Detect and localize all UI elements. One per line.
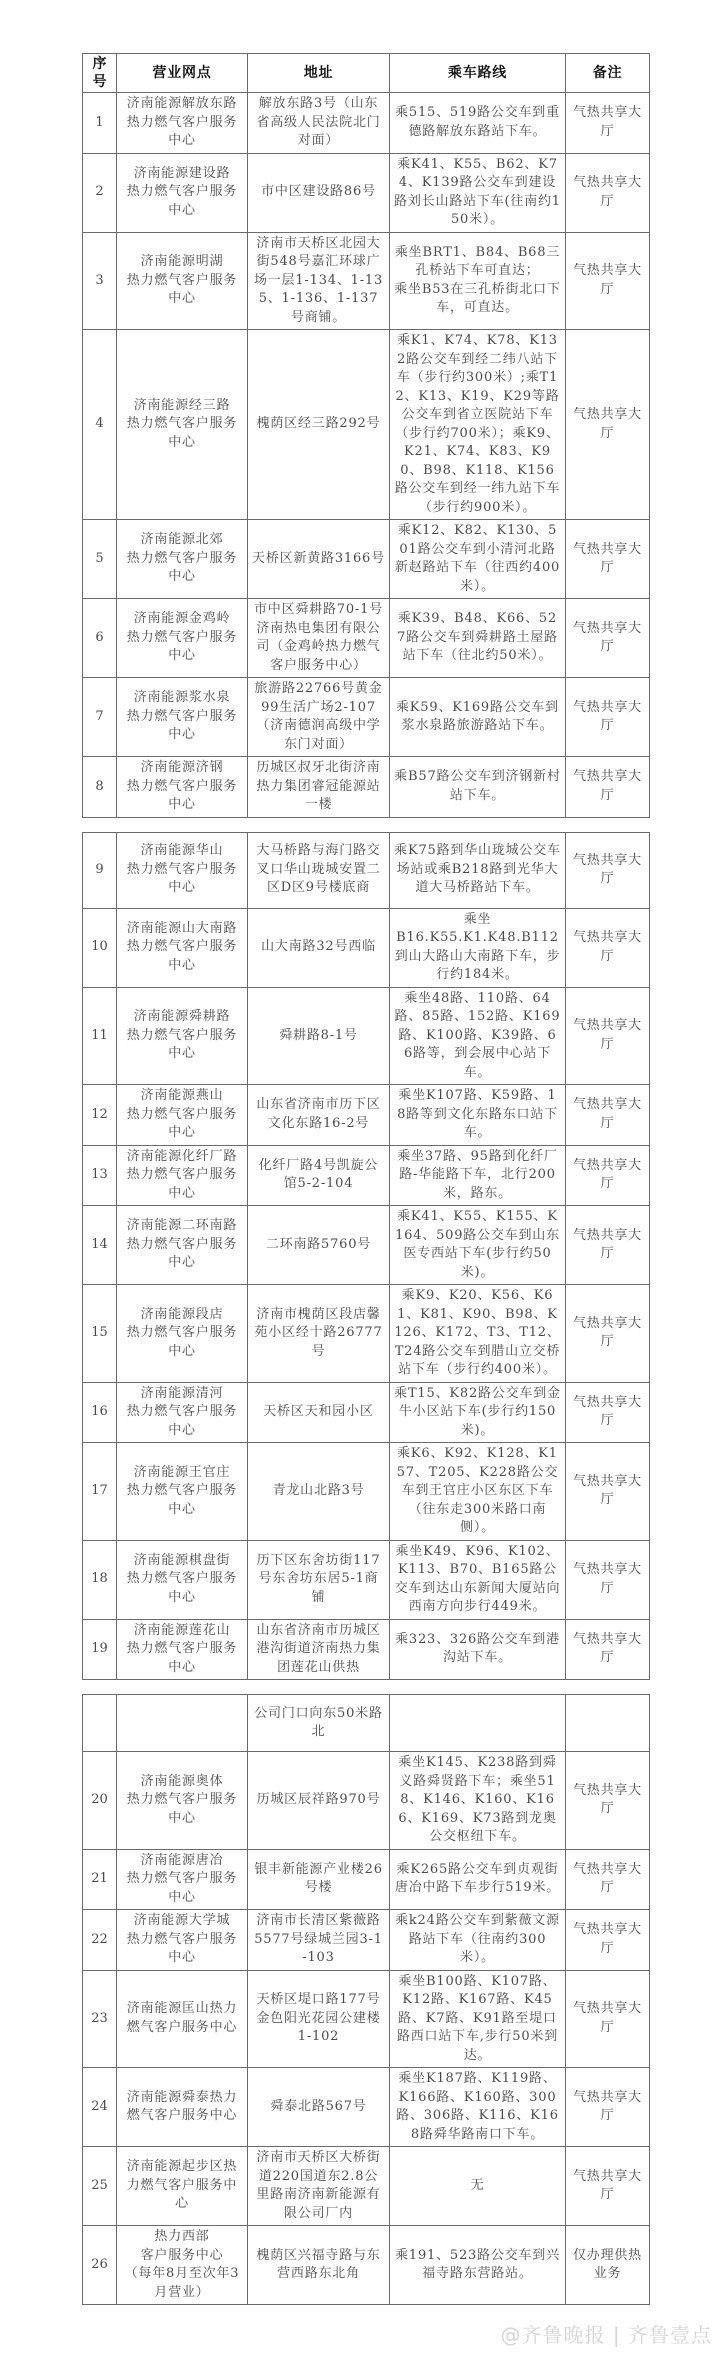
table-row bbox=[83, 520, 650, 599]
cell-service-point-name: 济南能源王官庄 热力燃气客户服务中心 bbox=[117, 1443, 248, 1541]
cell-bus-route: 乘K9、K20、K56、K61、K81、K90、B98、K126、K172、T3、T12、T24路公交车到腊山立交桥站下车（步行约400米）。 bbox=[390, 1285, 566, 1383]
cell-bus-route: 乘坐BRT1、B84、B68三孔桥站下车可直达； 乘坐B53在三孔桥街北口下车，可直达。 bbox=[390, 232, 566, 330]
cell-service-point-name bbox=[117, 1695, 248, 1752]
cell-address: 舜泰北路567号 bbox=[248, 2068, 390, 2147]
table-row bbox=[83, 1849, 650, 1910]
table-row bbox=[83, 1145, 650, 1206]
cell-service-point-name: 济南能源明湖 热力燃气客户服务中心 bbox=[117, 232, 248, 330]
table-row bbox=[83, 1970, 650, 2068]
table-row bbox=[83, 599, 650, 678]
cell-row-number: 9 bbox=[83, 832, 117, 908]
cell-bus-route: 乘坐B100路、K107路、K12路、K167路、K45路、K7路、K91路至堤口路西口站下车,步行50米到达。 bbox=[390, 1970, 566, 2068]
cell-remark: 气热共享大厅 bbox=[566, 520, 650, 599]
cell-service-point-name: 济南能源北郊 热力燃气客户服务中心 bbox=[117, 520, 248, 599]
cell-row-number: 17 bbox=[83, 1443, 117, 1541]
table-row bbox=[83, 987, 650, 1085]
table-row bbox=[83, 1752, 650, 1850]
cell-row-number: 8 bbox=[83, 757, 117, 818]
cell-remark: 仅办理供热业务 bbox=[566, 2226, 650, 2305]
cell-bus-route: 乘k24路公交车到紫薇文源路站下车（往南约300米）。 bbox=[390, 1910, 566, 1971]
cell-service-point-name: 济南能源燕山 热力燃气客户服务中心 bbox=[117, 1085, 248, 1146]
cell-remark: 气热共享大厅 bbox=[566, 757, 650, 818]
cell-address: 山大南路32号西临 bbox=[248, 908, 390, 987]
cell-bus-route: 乘B57路公交车到济钢新村站下车。 bbox=[390, 757, 566, 818]
cell-remark: 气热共享大厅 bbox=[566, 599, 650, 678]
cell-bus-route: 乘K41、K55、B62、K74、K139路公交车到建设路刘长山路站下车(往南约150米）。 bbox=[390, 153, 566, 232]
cell-bus-route: 乘坐K145、K238路到舜义路舜贤路下车；乘坐518、K146、K160、K166、K169、K73路到龙奥公交枢纽下车。 bbox=[390, 1752, 566, 1850]
cell-service-point-name: 济南能源建设路 热力燃气客户服务中心 bbox=[117, 153, 248, 232]
cell-row-number: 21 bbox=[83, 1849, 117, 1910]
cell-row-number: 26 bbox=[83, 2226, 117, 2305]
cell-remark: 气热共享大厅 bbox=[566, 908, 650, 987]
cell-address: 舜耕路8-1号 bbox=[248, 987, 390, 1085]
cell-row-number: 13 bbox=[83, 1145, 117, 1206]
table-row bbox=[83, 1206, 650, 1285]
cell-address: 公司门口向东50米路北 bbox=[248, 1695, 390, 1752]
cell-remark: 气热共享大厅 bbox=[566, 153, 650, 232]
cell-remark: 气热共享大厅 bbox=[566, 1910, 650, 1971]
column-header-row-number: 序号 bbox=[83, 54, 117, 93]
cell-row-number bbox=[83, 1695, 117, 1752]
column-header-service-point-name: 营业网点 bbox=[117, 54, 248, 93]
cell-address: 济南市天桥区大桥街道220国道东2.8公里路南济南新能源有限公司厂内 bbox=[248, 2147, 390, 2226]
cell-row-number: 18 bbox=[83, 1540, 117, 1619]
cell-service-point-name: 济南能源匡山热力燃气客户服务中心 bbox=[117, 1970, 248, 2068]
cell-service-point-name: 济南能源金鸡岭 热力燃气客户服务中心 bbox=[117, 599, 248, 678]
cell-row-number: 3 bbox=[83, 232, 117, 330]
table-row bbox=[83, 1085, 650, 1146]
cell-remark: 气热共享大厅 bbox=[566, 1970, 650, 2068]
cell-service-point-name: 济南能源浆水泉 热力燃气客户服务中心 bbox=[117, 678, 248, 757]
cell-address: 山东省济南市历城区港沟街道济南热力集团莲花山供热 bbox=[248, 1619, 390, 1680]
cell-address: 济南市长清区紫薇路5577号绿城兰园3-1-103 bbox=[248, 1910, 390, 1971]
table-row bbox=[83, 330, 650, 520]
cell-remark: 气热共享大厅 bbox=[566, 1382, 650, 1443]
cell-address: 青龙山北路3号 bbox=[248, 1443, 390, 1541]
cell-remark: 气热共享大厅 bbox=[566, 1540, 650, 1619]
table-row bbox=[83, 1695, 650, 1752]
cell-remark: 气热共享大厅 bbox=[566, 987, 650, 1085]
cell-service-point-name: 热力西部 客户服务中心 （每年8月至次年3月营业） bbox=[117, 2226, 248, 2305]
cell-address: 市中区舜耕路70-1号济南热电集团有限公司（金鸡岭热力燃气客户服务中心） bbox=[248, 599, 390, 678]
table-row bbox=[83, 93, 650, 154]
cell-service-point-name: 济南能源大学城 热力燃气客户服务中心 bbox=[117, 1910, 248, 1971]
cell-row-number: 1 bbox=[83, 93, 117, 154]
table-row bbox=[83, 2226, 650, 2305]
cell-address: 解放东路3号（山东省高级人民法院北门对面） bbox=[248, 93, 390, 154]
table-row bbox=[83, 2147, 650, 2226]
service-table-part-3 bbox=[82, 1694, 650, 2305]
cell-service-point-name: 济南能源棋盘街 热力燃气客户服务中心 bbox=[117, 1540, 248, 1619]
table-row bbox=[83, 678, 650, 757]
cell-bus-route: 乘坐K187路、K119路、K166路、K160路、300路、306路、K116、K168路舜华路南口下车。 bbox=[390, 2068, 566, 2147]
cell-bus-route: 乘坐K49、K96、K102、K113、B70、B165路公交车到达山东新闻大厦站向西南方向步行449米。 bbox=[390, 1540, 566, 1619]
cell-address: 槐荫区经三路292号 bbox=[248, 330, 390, 520]
table-row bbox=[83, 1619, 650, 1680]
cell-row-number: 2 bbox=[83, 153, 117, 232]
cell-bus-route: 乘515、519路公交车到重德路解放东路站下车。 bbox=[390, 93, 566, 154]
cell-row-number: 23 bbox=[83, 1970, 117, 2068]
cell-address: 旅游路22766号黄金99生活广场2-107（济南德润高级中学东门对面） bbox=[248, 678, 390, 757]
cell-service-point-name: 济南能源奥体 热力燃气客户服务中心 bbox=[117, 1752, 248, 1850]
cell-bus-route: 乘K75路到华山珑城公交车场站或乘B218路到光华大道大马桥路站下车。 bbox=[390, 832, 566, 908]
cell-address: 槐荫区兴福寺路与东营西路东北角 bbox=[248, 2226, 390, 2305]
cell-address: 天桥区天和园小区 bbox=[248, 1382, 390, 1443]
cell-remark: 气热共享大厅 bbox=[566, 678, 650, 757]
cell-row-number: 16 bbox=[83, 1382, 117, 1443]
cell-service-point-name: 济南能源段店 热力燃气客户服务中心 bbox=[117, 1285, 248, 1383]
cell-service-point-name: 济南能源解放东路 热力燃气客户服务中心 bbox=[117, 93, 248, 154]
cell-service-point-name: 济南能源化纤厂路 热力燃气客户服务中心 bbox=[117, 1145, 248, 1206]
cell-bus-route: 乘K1、K74、K78、K132路公交车到经二纬八站下车（步行约300米）;乘T12、K13、K19、K29等路公交车到省立医院站下车（步行约700米）；乘K9、K21、K74、K83、K90、B98、K118、K156路公交车到经一纬九站下车（步行约900米）。 bbox=[390, 330, 566, 520]
cell-address: 化纤厂路4号凯旋公馆5-2-104 bbox=[248, 1145, 390, 1206]
cell-service-point-name: 济南能源山大南路 热力燃气客户服务中心 bbox=[117, 908, 248, 987]
cell-row-number: 12 bbox=[83, 1085, 117, 1146]
cell-service-point-name: 济南能源清河 热力燃气客户服务中心 bbox=[117, 1382, 248, 1443]
watermark: @齐鲁晚报 | 齐鲁壹点 bbox=[500, 2323, 712, 2347]
cell-bus-route: 乘191、523路公交车到兴福寺路东营路站。 bbox=[390, 2226, 566, 2305]
cell-row-number: 10 bbox=[83, 908, 117, 987]
cell-bus-route: 乘K265路公交车到贞观街唐冶中路下车步行519米。 bbox=[390, 1849, 566, 1910]
table-row bbox=[83, 1910, 650, 1971]
cell-remark bbox=[566, 1695, 650, 1752]
cell-remark: 气热共享大厅 bbox=[566, 1145, 650, 1206]
cell-service-point-name: 济南能源舜耕路 热力燃气客户服务中心 bbox=[117, 987, 248, 1085]
cell-bus-route: 乘323、326路公交车到港沟站下车。 bbox=[390, 1619, 566, 1680]
cell-service-point-name: 济南能源起步区热力燃气客户服务中心 bbox=[117, 2147, 248, 2226]
table-row bbox=[83, 2068, 650, 2147]
cell-bus-route: 无 bbox=[390, 2147, 566, 2226]
cell-address: 大马桥路与海门路交叉口华山珑城安置二区D区9号楼底商 bbox=[248, 832, 390, 908]
cell-remark: 气热共享大厅 bbox=[566, 1285, 650, 1383]
table-row bbox=[83, 832, 650, 908]
cell-row-number: 15 bbox=[83, 1285, 117, 1383]
cell-row-number: 22 bbox=[83, 1910, 117, 1971]
cell-row-number: 24 bbox=[83, 2068, 117, 2147]
cell-remark: 气热共享大厅 bbox=[566, 1443, 650, 1541]
cell-remark: 气热共享大厅 bbox=[566, 232, 650, 330]
cell-address: 历城区辰祥路970号 bbox=[248, 1752, 390, 1850]
column-header-bus-route: 乘车路线 bbox=[390, 54, 566, 93]
table-header-row bbox=[83, 54, 650, 93]
table-row bbox=[83, 153, 650, 232]
table-row bbox=[83, 908, 650, 987]
cell-row-number: 25 bbox=[83, 2147, 117, 2226]
cell-remark: 气热共享大厅 bbox=[566, 1085, 650, 1146]
cell-service-point-name: 济南能源舜泰热力燃气客户服务中心 bbox=[117, 2068, 248, 2147]
cell-remark: 气热共享大厅 bbox=[566, 1849, 650, 1910]
cell-bus-route: 乘K59、K169路公交车到浆水泉路旅游路站下车。 bbox=[390, 678, 566, 757]
cell-service-point-name: 济南能源经三路 热力燃气客户服务中心 bbox=[117, 330, 248, 520]
cell-row-number: 6 bbox=[83, 599, 117, 678]
cell-remark: 气热共享大厅 bbox=[566, 2147, 650, 2226]
cell-remark: 气热共享大厅 bbox=[566, 1206, 650, 1285]
table-row bbox=[83, 1382, 650, 1443]
cell-service-point-name: 济南能源唐冶 热力燃气客户服务中心 bbox=[117, 1849, 248, 1910]
cell-address: 天桥区新黄路3166号 bbox=[248, 520, 390, 599]
cell-row-number: 4 bbox=[83, 330, 117, 520]
cell-remark: 气热共享大厅 bbox=[566, 832, 650, 908]
cell-row-number: 20 bbox=[83, 1752, 117, 1850]
service-table-part-1 bbox=[82, 53, 650, 818]
table-row bbox=[83, 757, 650, 818]
cell-bus-route: 乘坐K107路、K59路、18路等到文化东路东口站下车。 bbox=[390, 1085, 566, 1146]
service-table-part-2 bbox=[82, 832, 650, 1681]
cell-address: 天桥区堤口路177号金色阳光花园公建楼1-102 bbox=[248, 1970, 390, 2068]
cell-bus-route: 乘坐48路、110路、64路、85路、152路、K169路、K100路、K39路、66路等，到会展中心站下车。 bbox=[390, 987, 566, 1085]
cell-bus-route: 乘K12、K82、K130、501路公交车到小清河北路新赵路站下车（往西约400米）。 bbox=[390, 520, 566, 599]
cell-bus-route: 乘K6、K92、K128、K157、T205、K228路公交车到王官庄小区东区下车（往东走300米路口南侧）。 bbox=[390, 1443, 566, 1541]
cell-address: 济南市天桥区北园大街548号嘉汇环球广场一层1-134、1-135、1-136、1-137号商铺。 bbox=[248, 232, 390, 330]
cell-bus-route: 乘K41、K55、K155、K164、509路公交车到山东医专西站下车(步行约50米)。 bbox=[390, 1206, 566, 1285]
cell-address: 历下区东舍坊街117号东舍坊东居5-1商铺 bbox=[248, 1540, 390, 1619]
cell-row-number: 7 bbox=[83, 678, 117, 757]
table-row bbox=[83, 1540, 650, 1619]
cell-address: 济南市槐荫区段店馨苑小区经十路26777号 bbox=[248, 1285, 390, 1383]
cell-address: 银丰新能源产业楼26号楼 bbox=[248, 1849, 390, 1910]
cell-remark: 气热共享大厅 bbox=[566, 1752, 650, 1850]
cell-row-number: 11 bbox=[83, 987, 117, 1085]
table-row bbox=[83, 232, 650, 330]
cell-row-number: 14 bbox=[83, 1206, 117, 1285]
cell-remark: 气热共享大厅 bbox=[566, 2068, 650, 2147]
cell-address: 市中区建设路86号 bbox=[248, 153, 390, 232]
cell-bus-route: 乘T15、K82路公交车到金牛小区站下车(步行约150米)。 bbox=[390, 1382, 566, 1443]
watermark-row bbox=[0, 2319, 712, 2356]
cell-bus-route: 乘坐 B16.K55.K1.K48.B112到山大路山大南路下车，步行约184米。 bbox=[390, 908, 566, 987]
cell-bus-route bbox=[390, 1695, 566, 1752]
table-row bbox=[83, 1443, 650, 1541]
cell-bus-route: 乘K39、B48、K66、527路公交车到舜耕路土屋路站下车（往北约50米）。 bbox=[390, 599, 566, 678]
column-header-address: 地址 bbox=[248, 54, 390, 93]
cell-service-point-name: 济南能源二环南路 热力燃气客户服务中心 bbox=[117, 1206, 248, 1285]
cell-address: 山东省济南市历下区文化东路16-2号 bbox=[248, 1085, 390, 1146]
cell-service-point-name: 济南能源华山 热力燃气客户服务中心 bbox=[117, 832, 248, 908]
cell-service-point-name: 济南能源莲花山 热力燃气客户服务中心 bbox=[117, 1619, 248, 1680]
cell-row-number: 5 bbox=[83, 520, 117, 599]
cell-service-point-name: 济南能源济钢 热力燃气客户服务中心 bbox=[117, 757, 248, 818]
cell-row-number: 19 bbox=[83, 1619, 117, 1680]
table-row bbox=[83, 1285, 650, 1383]
cell-remark: 气热共享大厅 bbox=[566, 93, 650, 154]
cell-address: 历城区叔牙北街济南热力集团睿冠能源站一楼 bbox=[248, 757, 390, 818]
cell-address: 二环南路5760号 bbox=[248, 1206, 390, 1285]
cell-bus-route: 乘坐37路、95路到化纤厂路-华能路下车，北行200米，路东。 bbox=[390, 1145, 566, 1206]
cell-remark: 气热共享大厅 bbox=[566, 1619, 650, 1680]
cell-remark: 气热共享大厅 bbox=[566, 330, 650, 520]
column-header-remark: 备注 bbox=[566, 54, 650, 93]
